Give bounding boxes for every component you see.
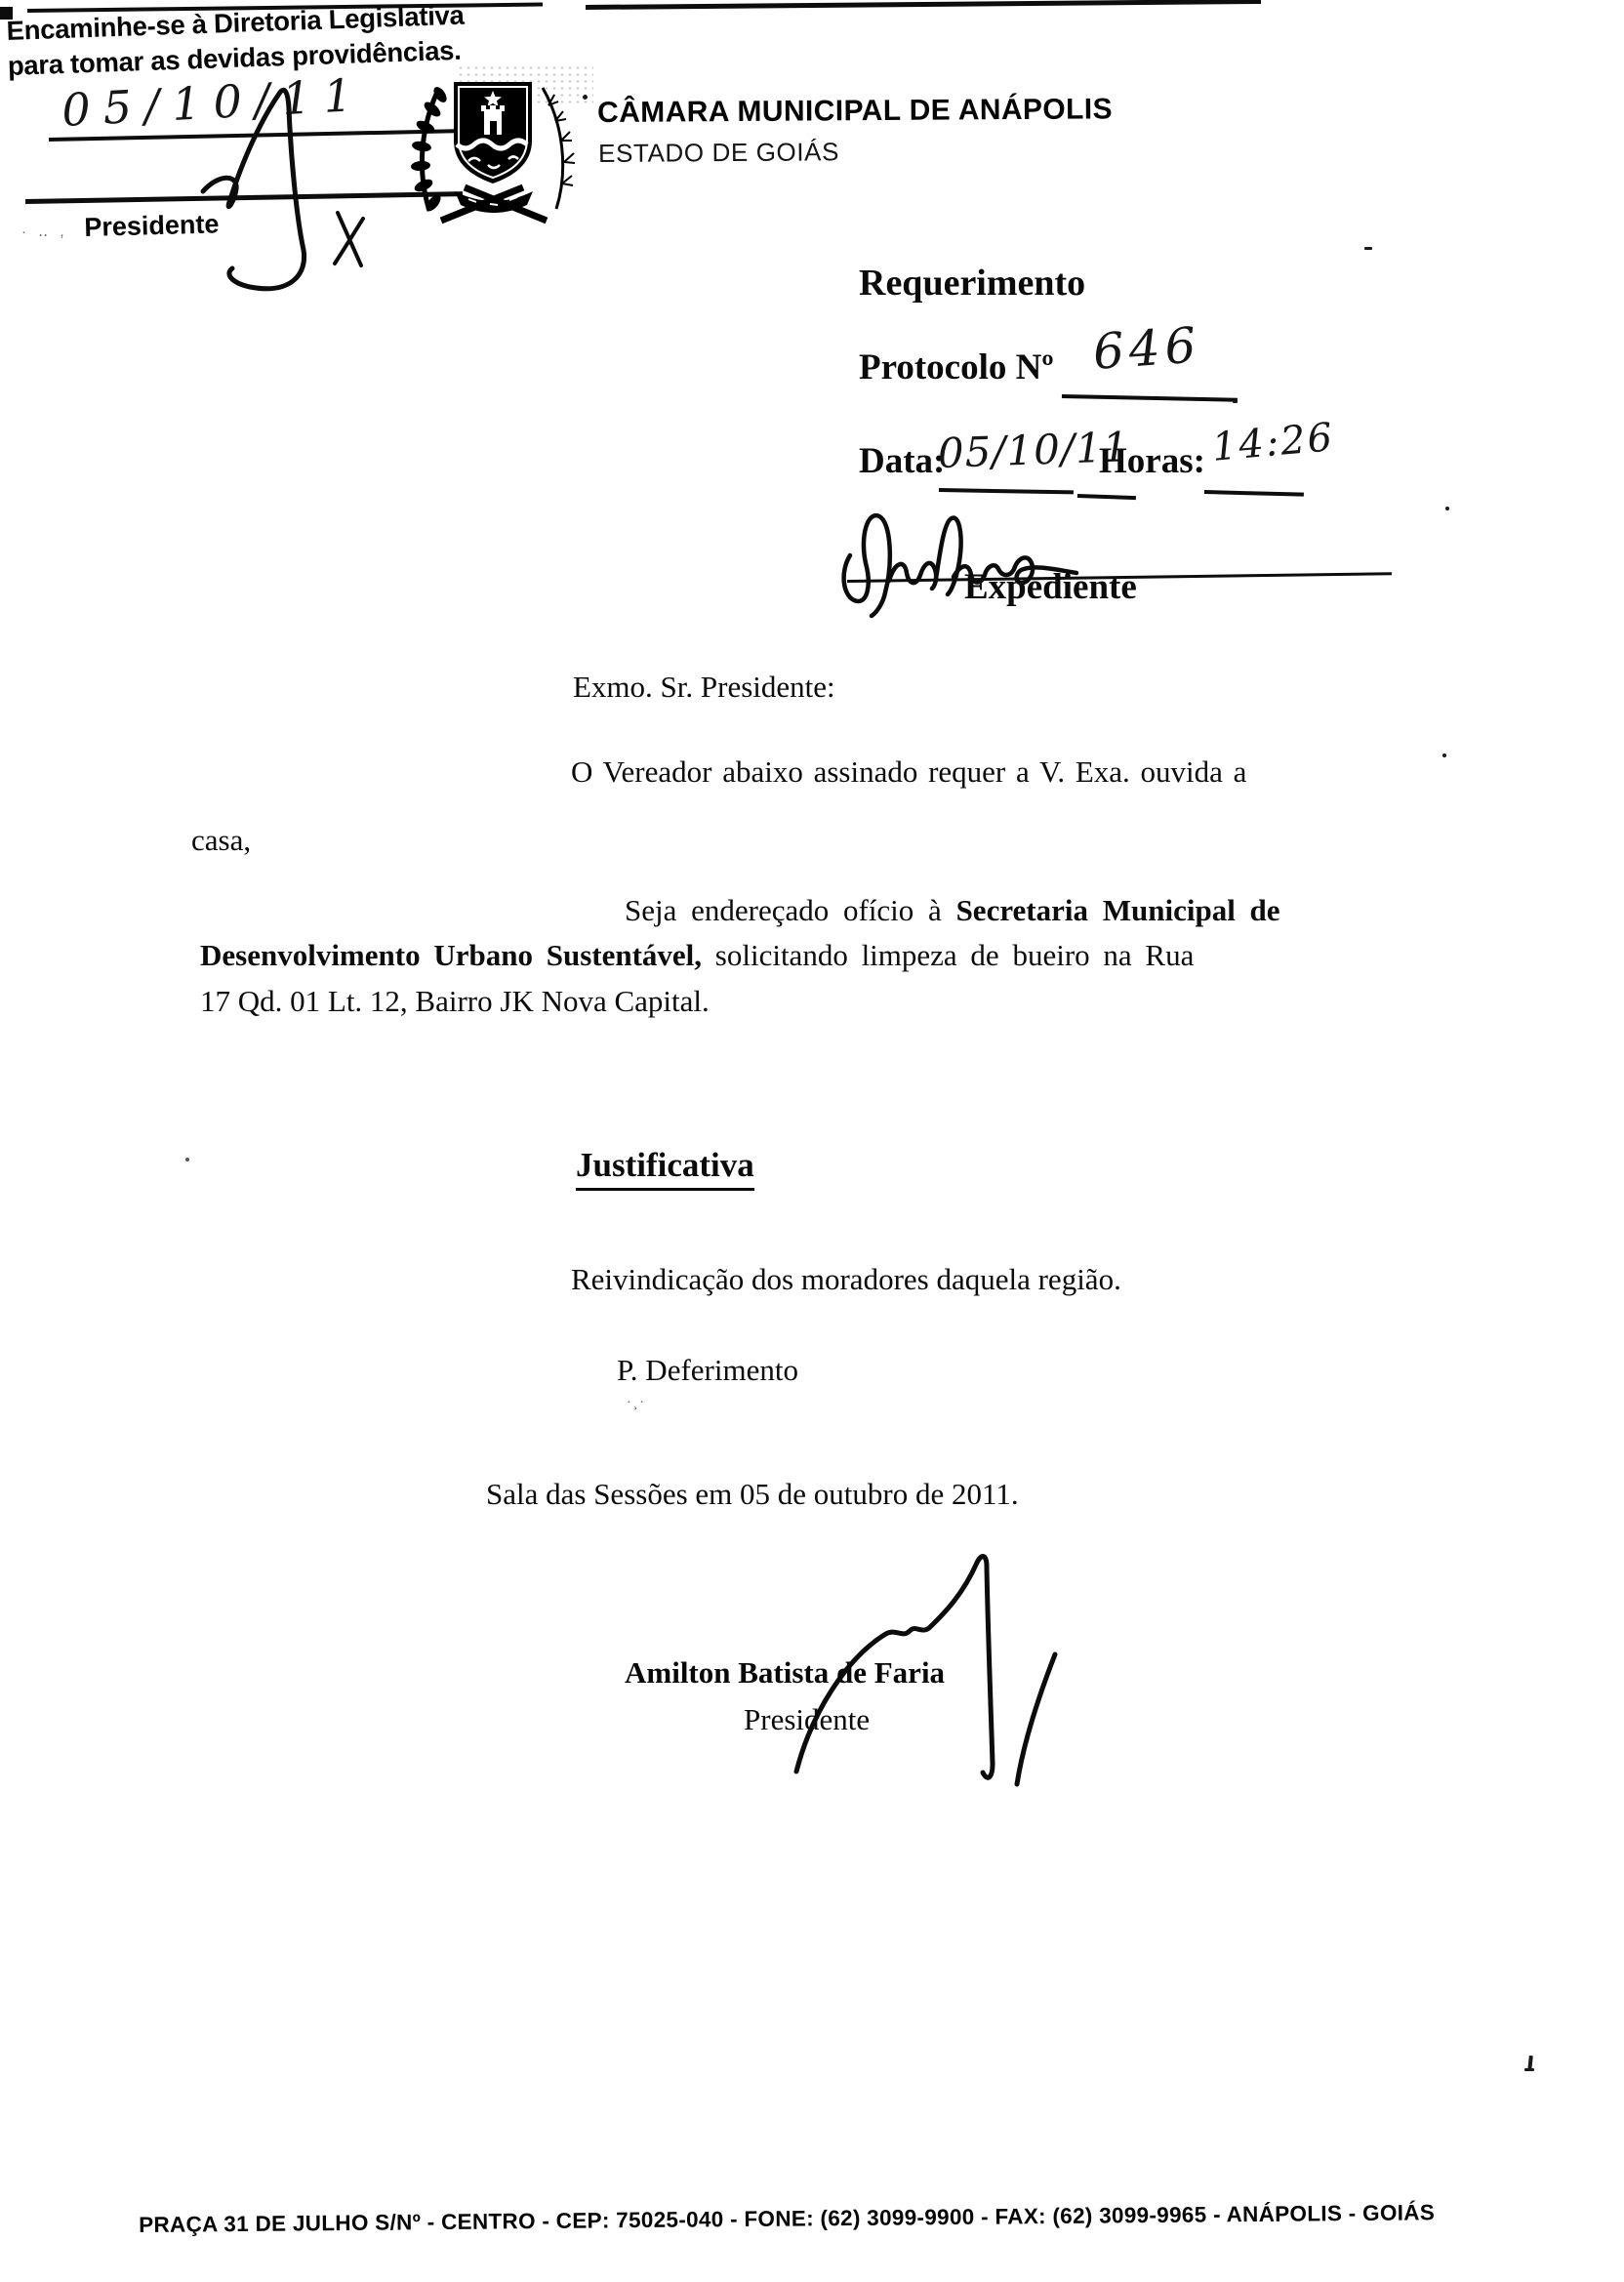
document-title: Requerimento xyxy=(859,263,1086,304)
organization-state: ESTADO DE GOIÁS xyxy=(598,137,840,168)
forwarding-stamp xyxy=(6,0,466,84)
scan-artifact-dots: · ‥ , xyxy=(21,224,68,240)
scan-speck xyxy=(1445,507,1449,510)
signatory-name: Amilton Batista de Faria xyxy=(625,1655,946,1690)
handwritten-date-stamp: 05/10/11 xyxy=(61,67,367,137)
body-paragraph-line xyxy=(200,938,1194,973)
body-paragraph-line: 17 Qd. 01 Lt. 12, Bairro JK Nova Capital. xyxy=(200,984,710,1018)
protocol-underline xyxy=(1062,394,1238,402)
body-paragraph-line: O Vereador abaixo assinado requer a V. Exa. ouvida a xyxy=(571,754,1247,789)
place-and-date-line: Sala das Sessões em 05 de outubro de 2011. xyxy=(486,1477,1019,1511)
body-paragraph-line: casa, xyxy=(191,823,252,857)
scan-speck xyxy=(1524,2068,1534,2071)
president-stamp-signature xyxy=(137,76,390,310)
body-text: solicitando limpeza de bueiro na Rua xyxy=(702,938,1195,972)
body-text-bold: Desenvolvimento Urbano Sustentável, xyxy=(200,938,703,972)
protocol-number-handwritten: 646 xyxy=(1091,316,1203,381)
date-label: Data: xyxy=(859,441,946,481)
time-handwritten: 14:26 xyxy=(1210,415,1336,470)
justification-heading: Justificativa xyxy=(576,1146,754,1191)
salutation: Exmo. Sr. Presidente: xyxy=(573,670,835,704)
stamp-presidente-label: Presidente xyxy=(84,209,220,242)
date-handwritten: 05/10/11 xyxy=(937,423,1131,477)
anapolis-coat-of-arms-icon xyxy=(408,64,579,228)
scan-speck xyxy=(185,1158,189,1161)
organization-name: CÂMARA MUNICIPAL DE ANÁPOLIS xyxy=(597,93,1114,129)
protocol-number-label: Protocolo Nº xyxy=(859,347,1054,387)
scan-artifact-top-line xyxy=(586,0,1261,10)
stamp-line: Encaminhe-se à Diretoria Legislativa xyxy=(6,0,465,46)
body-paragraph-line xyxy=(625,893,1280,928)
stamp-line: para tomar as devidas providências. xyxy=(7,34,462,81)
scan-speck xyxy=(1442,754,1446,757)
scan-speck xyxy=(583,95,588,100)
body-text: Seja endereçado ofício à xyxy=(625,893,956,927)
justification-text: Reivindicação dos moradores daquela região. xyxy=(571,1262,1121,1296)
footer-address-line: PRAÇA 31 DE JULHO S/Nº - CENTRO - CEP: 75025-040 - FONE: (62) 3099-9900 - FAX: (62) 3099-9965 - ANÁPOLIS - GOIÁS xyxy=(139,2200,1436,2237)
expediente-clerk-signature xyxy=(834,493,1176,630)
time-underline xyxy=(1204,490,1304,497)
time-label: Horas: xyxy=(1099,441,1205,481)
scan-speck xyxy=(1233,400,1238,403)
deferment-line: P. Deferimento xyxy=(617,1353,798,1387)
scan-artifact-smudge: ·¸· xyxy=(627,1396,646,1410)
expediente-label: Expediente xyxy=(964,567,1137,607)
scan-speck xyxy=(1364,247,1372,250)
body-text-bold: Secretaria Municipal de xyxy=(955,893,1280,927)
signatory-role: Presidente xyxy=(744,1702,871,1736)
